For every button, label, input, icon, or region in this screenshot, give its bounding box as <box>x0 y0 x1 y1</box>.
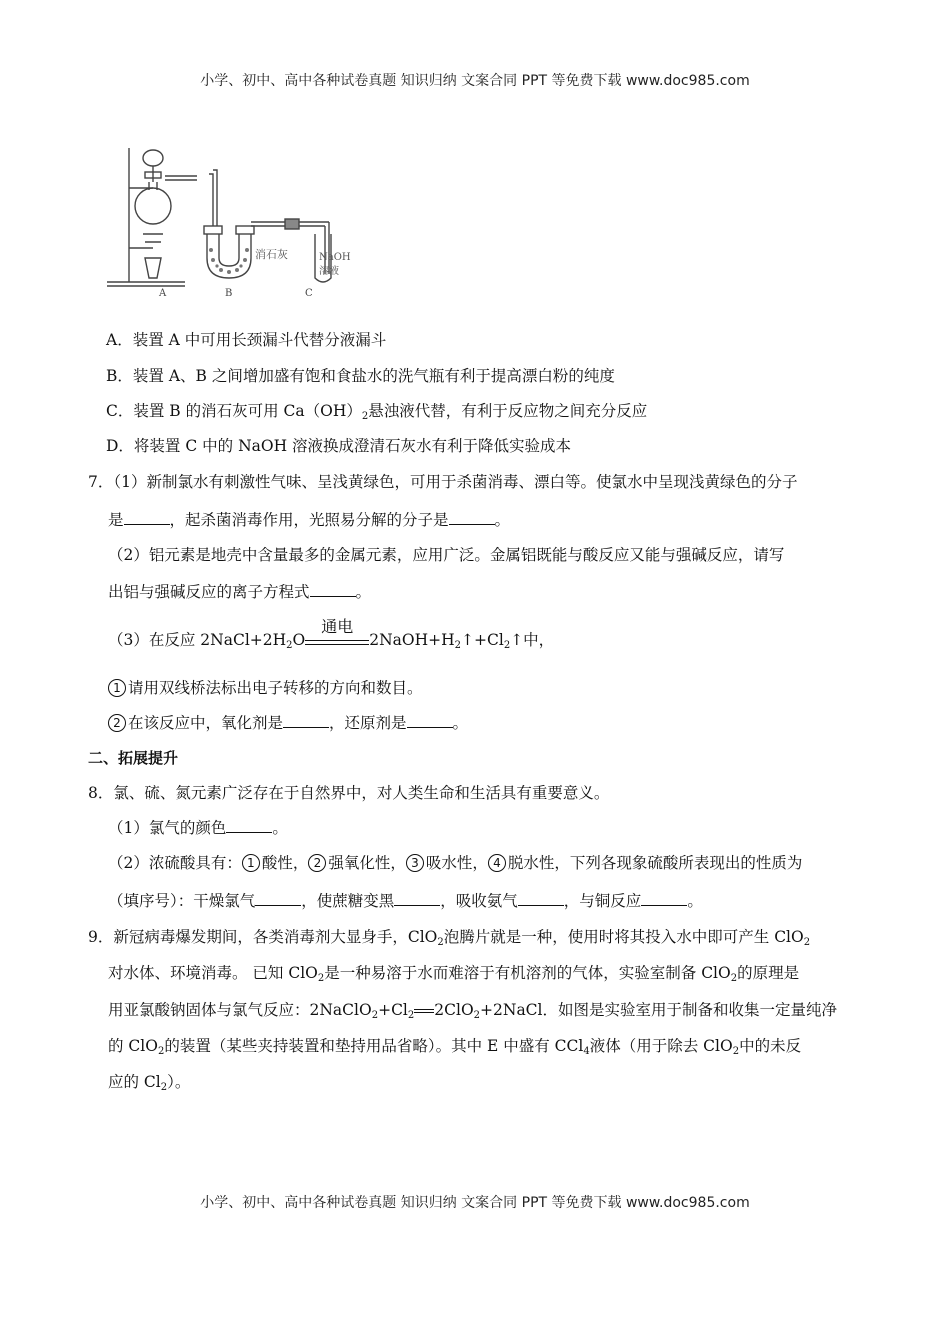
option-a: A．装置 A 中可用长颈漏斗代替分液漏斗 <box>106 331 387 349</box>
answer-blank <box>255 891 301 906</box>
q7-reaction-line: （3）在反应 $2NaCl+2H_2O$ 通电 $2NaOH+H_2↑+Cl_2↑$中， <box>108 617 555 651</box>
q7-line1: 7．（1）新制氯水有刺激性气味、呈浅黄绿色，可用于杀菌消毒、漂白等。使氯水中呈现浅黄绿色的分子 <box>88 473 798 491</box>
q7-line3: （2）铝元素是地壳中含量最多的金属元素，应用广泛。金属铝既能与酸反应又能与强碱反应，请写 <box>108 546 785 564</box>
q8-line1: 8．氯、硫、氮元素广泛存在于自然界中，对人类生命和生活具有重要意义。 <box>88 784 610 802</box>
q7-line2: 是 ，起杀菌消毒作用，光照易分解的分子是 。 <box>108 511 511 529</box>
answer-blank <box>518 891 564 906</box>
circled-number: 1 <box>108 679 126 697</box>
answer-blank <box>124 510 170 525</box>
section-heading: 二、拓展提升 <box>88 749 179 767</box>
q9-line2: 对水体、环境消毒。 已知 ClO$_2$是一种易溶于水而难溶于有机溶剂的气体，实验室制备 ClO$_2$的原理是 <box>108 964 800 984</box>
q8-line3: （2）浓硫酸具有： 1 酸性， 2 强氧化性， 3 吸水性， 4 脱水性，下列各现象硫酸所表现出的性质为 <box>108 854 803 872</box>
q9-line1: 9．新冠病毒爆发期间，各类消毒剂大显身手，ClO$_2$泡腾片就是一种，使用时将其投入水中即可产生 ClO$_2$ <box>88 928 811 948</box>
equation-equals-sign <box>414 1009 434 1013</box>
reaction-condition: 通电 <box>305 631 369 651</box>
fig-label-c: C <box>305 288 313 299</box>
answer-blank <box>394 891 440 906</box>
q9-line4: 的 ClO$_2$的装置（某些夹持装置和垫持用品省略）。其中 E 中盛有 CCl$_4$液体（用于除去 ClO$_2$中的未反 <box>108 1037 802 1057</box>
option-c: C．装置 B 的消石灰可用 $Ca(OH)_2$悬浊液代替，有利于反应物之间充分反应 <box>106 402 648 422</box>
fig-label-a: A <box>159 288 167 299</box>
page-footer: 小学、初中、高中各种试卷真题 知识归纳 文案合同 PPT 等免费下载 www.doc985.com <box>200 1195 750 1211</box>
fig-naoh-label: NaOH <box>319 252 351 263</box>
q9-line5: 应的 $Cl_2$）。 <box>108 1073 191 1093</box>
circled-number: 2 <box>108 714 126 732</box>
fig-naoh-label2: 溶液 <box>319 266 339 277</box>
answer-blank <box>641 891 687 906</box>
page-header: 小学、初中、高中各种试卷真题 知识归纳 文案合同 PPT 等免费下载 www.doc985.com <box>200 73 750 89</box>
q8-line2: （1）氯气的颜色 。 <box>108 819 288 837</box>
answer-blank <box>283 713 329 728</box>
answer-blank <box>407 713 453 728</box>
answer-blank <box>226 818 272 833</box>
q7-sub1: 1 请用双线桥法标出电子转移的方向和数目。 <box>108 678 423 698</box>
q7-line4: 出铝与强碱反应的离子方程式 。 <box>108 583 372 601</box>
answer-blank <box>449 510 495 525</box>
fig-label-b: B <box>225 288 233 299</box>
answer-blank <box>310 582 356 597</box>
option-d: D．将装置 C 中的 NaOH 溶液换成澄清石灰水有利于降低实验成本 <box>106 437 572 455</box>
q9-line3: 用亚氯酸钠固体与氯气反应：$2NaClO_2+Cl_2$ 2ClO$_2$+2NaCl．如图是实验室用于制备和收集一定量纯净 <box>108 1001 838 1021</box>
q7-sub2: 2 在该反应中，氧化剂是 ，还原剂是 。 <box>108 713 468 733</box>
fig-lime-label: 消石灰 <box>255 248 288 261</box>
q8-line4: （填序号）：干燥氯气 ，使蔗糖变黑 ，吸收氨气 ，与铜反应 。 <box>108 892 703 910</box>
apparatus-figure <box>105 138 360 300</box>
option-b: B．装置 A、B 之间增加盛有饱和食盐水的洗气瓶有利于提高漂白粉的纯度 <box>106 367 615 385</box>
